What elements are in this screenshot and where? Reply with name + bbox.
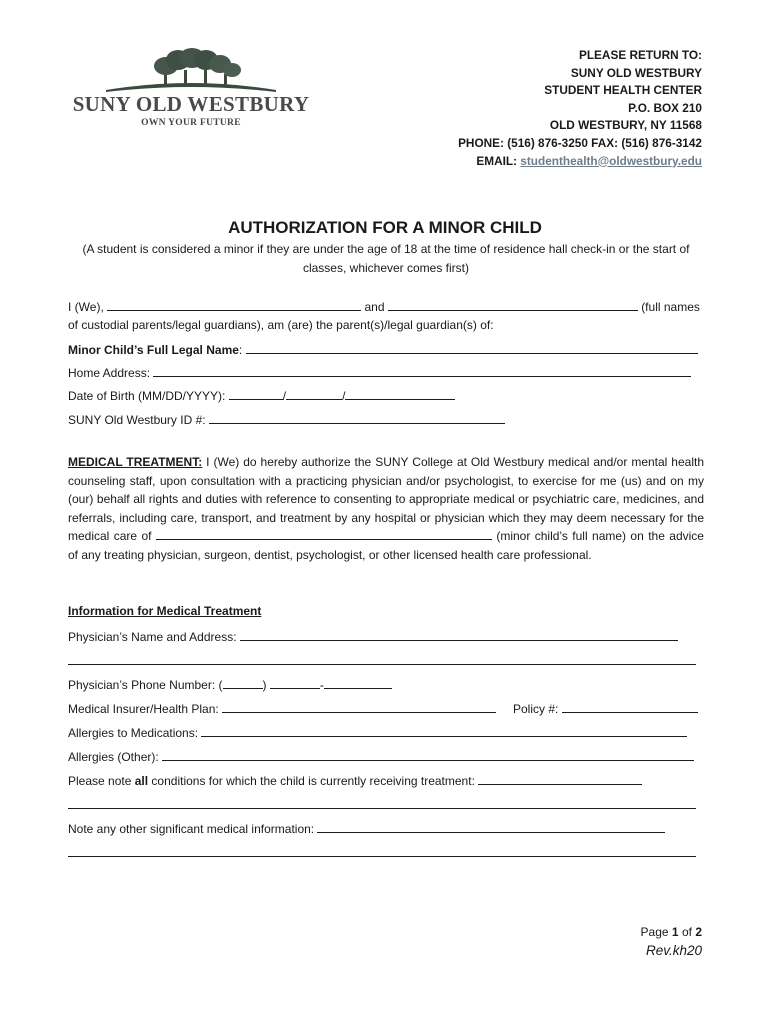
child-name-label: Minor Child’s Full Legal Name <box>68 343 239 357</box>
phone-close-paren: ) <box>262 678 267 692</box>
conditions-label-pre: Please note <box>68 774 132 788</box>
return-address <box>458 47 702 170</box>
physician-phone-label: Physician’s Phone Number: <box>68 678 216 692</box>
allergies-other-row <box>68 748 694 764</box>
insurer-row <box>68 700 496 716</box>
physician-label: Physician’s Name and Address: <box>68 630 237 644</box>
dob-slash: / <box>342 389 346 403</box>
guardians-and: and <box>364 300 385 314</box>
guardians-suffix: (full names <box>641 300 700 314</box>
conditions-field-line-2[interactable] <box>68 808 696 809</box>
phone-area-code-field[interactable] <box>223 676 263 689</box>
form-subtitle: (A student is considered a minor if they are under the age of 18 at the time of residence hall check-in or the start of classes, whichever comes first) <box>82 242 690 275</box>
policy-label: Policy #: <box>513 702 559 716</box>
child-name-field[interactable] <box>246 341 698 354</box>
guardians-prefix: I (We), <box>68 300 104 314</box>
return-address-line: P.O. BOX 210 <box>628 100 702 115</box>
phone-prefix-field[interactable] <box>270 676 320 689</box>
form-title: AUTHORIZATION FOR A MINOR CHILD <box>228 218 542 237</box>
phone-open-paren: ( <box>218 678 223 692</box>
student-id-field[interactable] <box>209 411 505 424</box>
page-of-word: of <box>681 925 692 939</box>
medical-treatment-text: I (We) do hereby authorize the SUNY College at Old Westbury medical and/or mental health counseling staff, upon consultation with a practicing physician and/or psychologist, to exercise for me (us) and on my (our) behalf all rights and duties with reference to consenting to appropriate medical or psychiatric care, medicines, and referrals, including care, transport, and treatment by any hospital or physician which they may deem necessary for the medical care of <box>68 455 705 544</box>
dob-label: Date of Birth (MM/DD/YYYY): <box>68 389 226 403</box>
medical-treatment-paragraph <box>68 453 704 565</box>
allergies-other-label: Allergies (Other): <box>68 750 159 764</box>
guardian-2-name-field[interactable] <box>388 298 638 311</box>
student-id-row <box>68 411 505 427</box>
policy-row <box>513 700 698 716</box>
logo-name: SUNY OLD WESTBURY <box>72 92 310 116</box>
physician-row <box>68 628 678 644</box>
revision-code: Rev.kh20 <box>645 943 702 958</box>
email-label: EMAIL: <box>476 153 518 168</box>
other-info-row <box>68 820 665 836</box>
policy-field[interactable] <box>562 700 698 713</box>
physician-field[interactable] <box>240 628 678 641</box>
physician-phone-row <box>68 676 392 692</box>
other-info-label: Note any other significant medical information: <box>68 822 315 836</box>
insurer-field[interactable] <box>222 700 496 713</box>
conditions-label-bold: all <box>134 774 149 788</box>
other-info-field[interactable] <box>317 820 665 833</box>
conditions-field[interactable] <box>478 772 642 785</box>
home-address-label: Home Address: <box>68 366 151 380</box>
guardians-line-2: of custodial parents/legal guardians), am (are) the parent(s)/legal guardian(s) of: <box>68 318 494 332</box>
child-name-row <box>68 341 698 357</box>
conditions-row <box>68 772 642 788</box>
conditions-label-post: conditions for which the child is currently receiving treatment: <box>151 774 475 788</box>
dob-year-field[interactable] <box>345 387 455 400</box>
return-address-line: OLD WESTBURY, NY 11568 <box>549 118 702 133</box>
dob-slash: / <box>282 389 287 403</box>
student-id-label: SUNY Old Westbury ID #: <box>68 413 206 427</box>
return-address-line: PLEASE RETURN TO: <box>578 48 702 62</box>
page-current: 1 <box>671 925 679 939</box>
page-word: Page <box>640 925 669 939</box>
info-heading: Information for Medical Treatment <box>68 604 262 618</box>
physician-field-line-2[interactable] <box>68 664 696 665</box>
home-address-row <box>68 364 691 380</box>
tree-icon <box>66 46 316 96</box>
email-line <box>458 153 702 171</box>
phone-dash: - <box>319 678 324 692</box>
suny-old-westbury-logo <box>66 46 316 136</box>
logo-tagline: OWN YOUR FUTURE <box>141 118 241 128</box>
return-address-line: SUNY OLD WESTBURY <box>570 65 702 80</box>
medical-treatment-heading: MEDICAL TREATMENT: <box>68 455 203 469</box>
phone-fax-line: PHONE: (516) 876-3250 FAX: (516) 876-3142 <box>458 135 702 150</box>
guardians-line <box>68 298 700 314</box>
allergies-meds-row <box>68 724 687 740</box>
page-number <box>641 925 702 939</box>
phone-line-field[interactable] <box>324 676 392 689</box>
email-link[interactable]: studenthealth@oldwestbury.edu <box>520 153 702 168</box>
guardian-1-name-field[interactable] <box>107 298 361 311</box>
allergies-meds-field[interactable] <box>201 724 687 737</box>
allergies-other-field[interactable] <box>162 748 694 761</box>
dob-day-field[interactable] <box>286 387 342 400</box>
minor-name-field[interactable] <box>156 527 492 540</box>
return-address-line: STUDENT HEALTH CENTER <box>544 83 702 98</box>
other-info-field-line-2[interactable] <box>68 856 696 857</box>
page-total: 2 <box>695 925 702 939</box>
home-address-field[interactable] <box>153 364 691 377</box>
medical-treatment-text-2: (minor child’s full name) on the advice of any treating physician, surgeon, dentist, psychologist, or other licensed health care professional. <box>68 529 704 562</box>
dob-month-field[interactable] <box>229 387 283 400</box>
allergies-meds-label: Allergies to Medications: <box>68 726 199 740</box>
child-name-colon: : <box>238 343 243 357</box>
insurer-label: Medical Insurer/Health Plan: <box>68 702 219 716</box>
dob-row <box>68 387 455 403</box>
